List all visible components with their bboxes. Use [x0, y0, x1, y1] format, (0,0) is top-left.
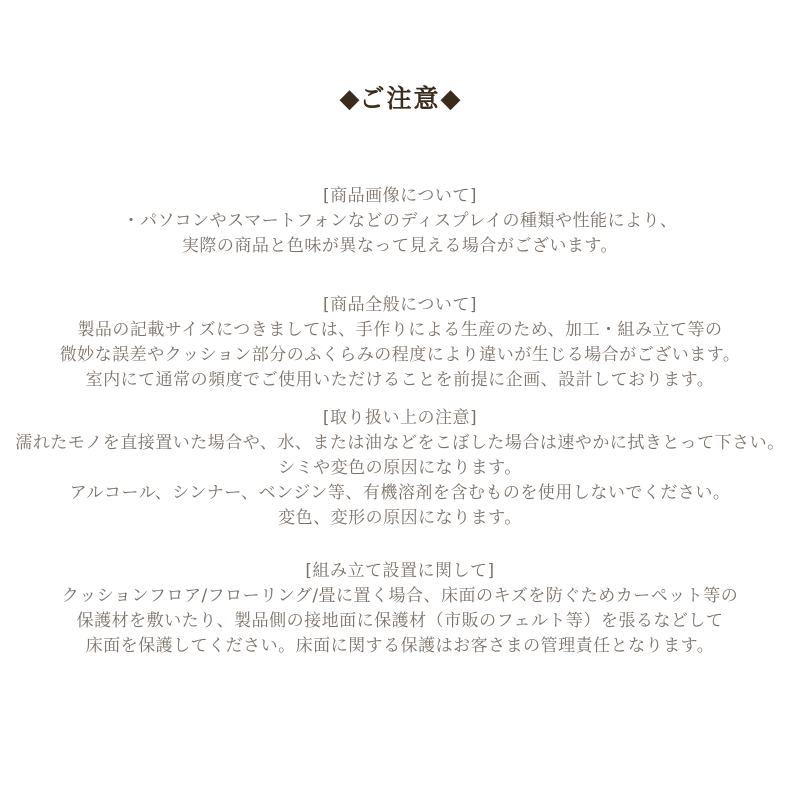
section-handling-precautions — [0, 406, 800, 531]
section-line: 室内にて通常の頻度でご使用いただけることを前提に企画、設計しております。 — [85, 370, 715, 390]
page-title — [0, 0, 800, 114]
section-line: 変色、変形の原因になります。 — [278, 508, 522, 528]
section-line: アルコール、シンナー、ベンジン等、有機溶剤を含むものを使用しないでください。 — [69, 483, 731, 503]
section-heading: [商品全般について] — [323, 295, 477, 315]
section-line: 実際の商品と色味が異なって見える場合がございます。 — [181, 236, 619, 256]
section-product-general — [0, 293, 800, 393]
diamond-right-icon: ◆ — [440, 84, 461, 114]
section-heading: [取り扱い上の注意] — [322, 408, 478, 428]
section-line: クッションフロア/フローリング/畳に置く場合、床面のキズを防ぐためカーペット等の — [61, 586, 739, 606]
section-line: 製品の記載サイズにつきましては、手作りによる生産のため、加工・組み立て等の — [77, 320, 723, 340]
section-line: 保護材を敷いたり、製品側の接地面に保護材（市販のフェルト等）を張るなどして — [76, 611, 724, 631]
section-line: 濡れたモノを直接置いた場合や、水、または油などをこぼした場合は速やかに拭きとって下さい。 — [15, 433, 785, 453]
section-heading: [商品画像について] — [323, 186, 477, 206]
diamond-left-icon: ◆ — [339, 84, 360, 114]
section-line: ・パソコンやスマートフォンなどのディスプレイの種類や性能により、 — [122, 211, 678, 231]
page-title-text: ご注意 — [359, 84, 441, 113]
section-product-images — [0, 184, 800, 259]
section-assembly-installation — [0, 559, 800, 659]
section-heading: [組み立て設置に関して] — [305, 561, 495, 581]
section-line: 床面を保護してください。床面に関する保護はお客さまの管理責任となります。 — [85, 636, 715, 656]
section-line: シミや変色の原因になります。 — [278, 458, 522, 478]
section-line: 微妙な誤差やクッション部分のふくらみの程度により違いが生じる場合がございます。 — [59, 345, 741, 365]
